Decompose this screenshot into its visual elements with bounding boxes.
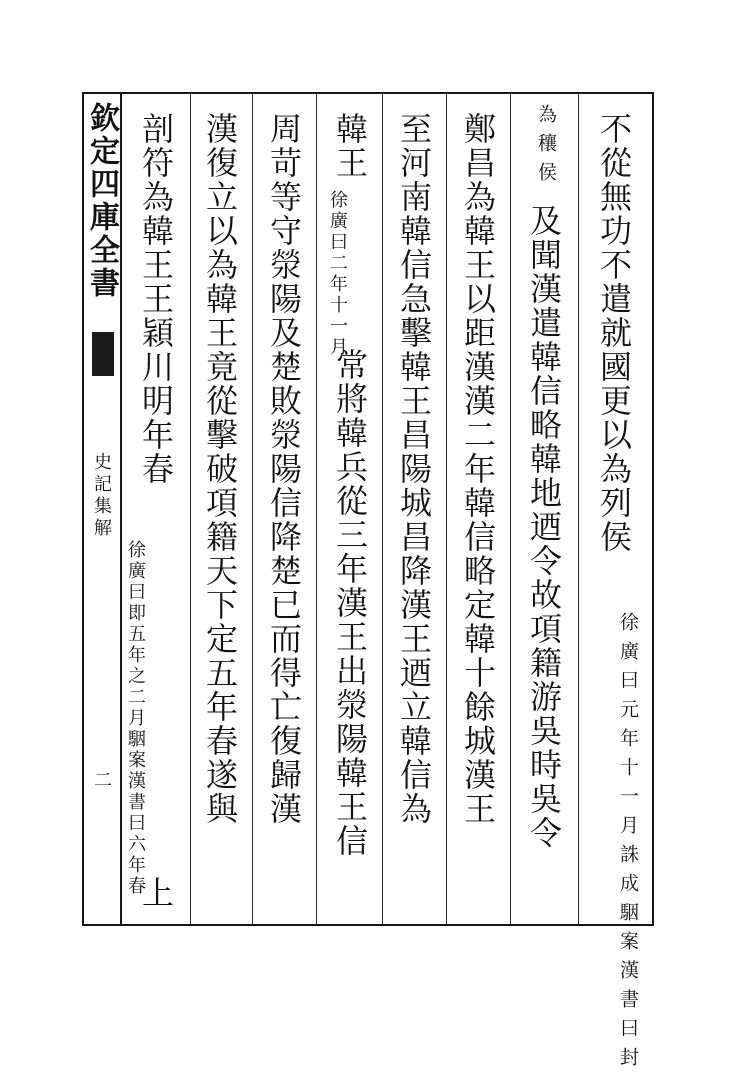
annotation-text: 徐廣曰元年十一月誅成駰案漢書曰封 [617, 612, 639, 1076]
column-divider [446, 94, 447, 924]
text-column-8-tail: 上 [137, 876, 175, 910]
margin-divider [120, 92, 122, 926]
text-column-8: 剖符為韓王王穎川明年春 [137, 112, 175, 486]
annotation-column-1a [617, 612, 639, 1076]
frame-top-border [82, 92, 654, 94]
column-divider [252, 94, 253, 924]
frame-right-border [652, 92, 654, 926]
text-column-6: 周苛等守滎陽及楚敗滎陽信降楚已而得亡復歸漢 [265, 112, 303, 826]
frame-bottom-border [82, 924, 654, 926]
annotation-column-8: 徐廣曰即五年之二月駰案漢書曰六年春 [125, 540, 146, 897]
text-column-3: 鄭昌為韓王以距漢漢二年韓信略定韓十餘城漢王 [459, 112, 497, 826]
column-divider [382, 94, 383, 924]
column-divider [190, 94, 191, 924]
annotation-column-5: 徐廣曰二年十一月 [327, 190, 348, 358]
annotation-column-2-top: 為穰侯 [535, 104, 557, 191]
text-column-2: 及聞漢遣韓信略韓地迺令故項籍游吳時吳令 [525, 204, 563, 850]
text-column-5-head: 韓王 [331, 112, 369, 180]
text-column-1: 不從無功不遣就國更以為列侯 [595, 112, 633, 554]
text-column-4: 至河南韓信急擊韓王昌陽城昌降漢王迺立韓信為 [395, 112, 433, 826]
page-number: 二 [91, 770, 112, 792]
fishtail-mark [92, 332, 114, 376]
column-divider [510, 94, 511, 924]
text-column-7: 漢復立以為韓王竟從擊破項籍天下定五年春遂與 [201, 112, 239, 826]
book-title: 史記集解 [91, 452, 112, 540]
column-divider [316, 94, 317, 924]
column-divider [578, 94, 579, 924]
text-column-5: 常將韓兵從三年漢王出滎陽韓王信 [331, 348, 369, 858]
collection-title: 欽定四庫全書 [84, 102, 119, 300]
